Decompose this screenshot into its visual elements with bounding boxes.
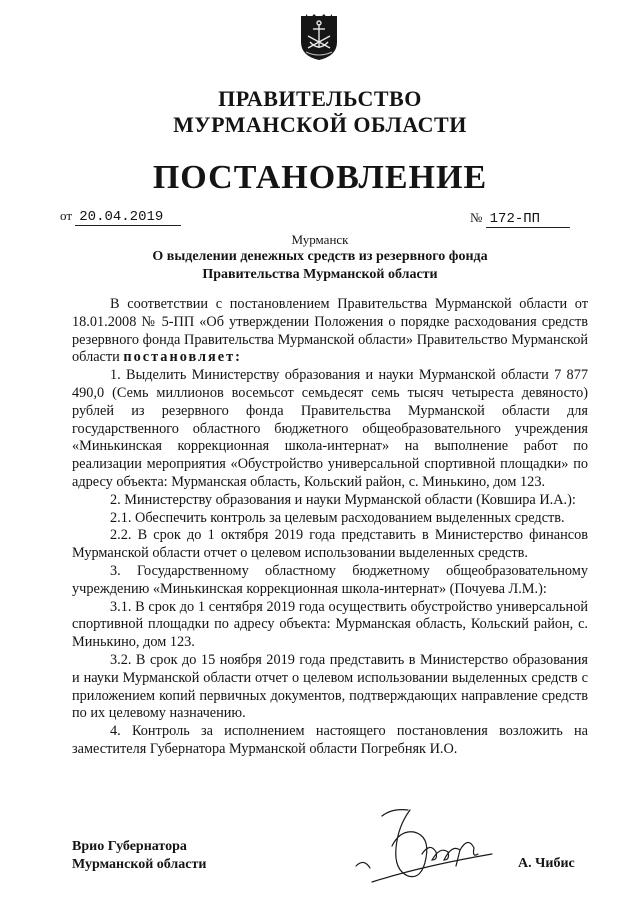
city: Мурманск bbox=[291, 232, 349, 247]
clause-2-2: 2.2. В срок до 1 октября 2019 года представить в Министерство финансов Мурманской области отчет о целевом использовании выделенных средств. bbox=[72, 527, 588, 562]
clause-3-1: 3.1. В срок до 1 сентября 2019 года осуществить обустройство универсальной спортивной площадки по адресу объекта: Мурманская область, Кольский район, с. Минькино, дом 123. bbox=[72, 598, 588, 651]
document-type-title: ПОСТАНОВЛЕНИЕ bbox=[152, 159, 488, 196]
clause-3-2: 3.2. В срок до 15 ноября 2019 года представить в Министерство образования и науки Мурманской области отчет о целевом использовании выделенных средств с приложением копий первичных документов, подтверждающих направление средств по их целевому назначению. bbox=[72, 651, 588, 722]
resolution-keyword: постановляет: bbox=[123, 349, 242, 366]
government-title-line2: МУРМАНСКОЙ ОБЛАСТИ bbox=[173, 112, 467, 137]
signatory-title bbox=[72, 838, 206, 874]
date-value: 20.04.2019 bbox=[75, 210, 181, 226]
murmansk-coat-of-arms-icon bbox=[298, 12, 340, 62]
number-prefix: № bbox=[470, 210, 483, 225]
coat-of-arms bbox=[298, 12, 340, 62]
subject-line2: Правительства Мурманской области bbox=[202, 267, 438, 282]
document-body bbox=[72, 296, 588, 759]
clause-2-1: 2.1. Обеспечить контроль за целевым расходованием выделенных средств. bbox=[110, 509, 565, 526]
clause-2: 2. Министерству образования и науки Мурманской области (Ковшира И.А.): bbox=[110, 491, 576, 508]
document-subject bbox=[100, 248, 540, 284]
signatory-title-line2: Мурманской области bbox=[72, 857, 207, 872]
signatory-title-line1: Врио Губернатора bbox=[72, 839, 187, 854]
preamble-text: В соответствии с постановлением Правительства Мурманской области от 18.01.2008 № 5-ПП «Об утверждении Положения о порядке расходования средств резервного фонда Правительства Мурманской области» Правительство Мурманской области bbox=[72, 296, 588, 366]
number-value: 172-ПП bbox=[486, 212, 570, 228]
subject-line1: О выделении денежных средств из резервного фонда bbox=[152, 249, 488, 264]
date-prefix: от bbox=[60, 208, 73, 223]
preamble-paragraph bbox=[72, 296, 588, 367]
clause-4: 4. Контроль за исполнением настоящего постановления возложить на заместителя Губернатора Мурманской области Погребняк И.О. bbox=[72, 723, 588, 757]
handwritten-signature bbox=[352, 796, 502, 892]
signatory-name: А. Чибис bbox=[518, 856, 575, 871]
document-number bbox=[470, 210, 570, 228]
government-title-line1: ПРАВИТЕЛЬСТВО bbox=[218, 86, 422, 111]
clause-3: 3. Государственному областному бюджетному общеобразовательному учреждению «Минькинская коррекционная школа-интернат» (Почуева Л.М.): bbox=[72, 562, 588, 597]
document-date bbox=[60, 208, 181, 226]
clause-1: 1. Выделить Министерству образования и науки Мурманской области 7 877 490,0 (Семь миллионов восемьсот семьдесят семь тысяч четыреста девяносто) рублей из резервного фонда Правительства Мурманской области для государственного областного бюджетного общеобразовательного учреждения «Минькинская коррекционная школа-интернат» на выполнение работ по реализации мероприятия «Обустройство универсальной спортивной площадки» по адресу объекта: Мурманская область, Кольский район, с. Минькино, дом 123. bbox=[72, 367, 588, 490]
